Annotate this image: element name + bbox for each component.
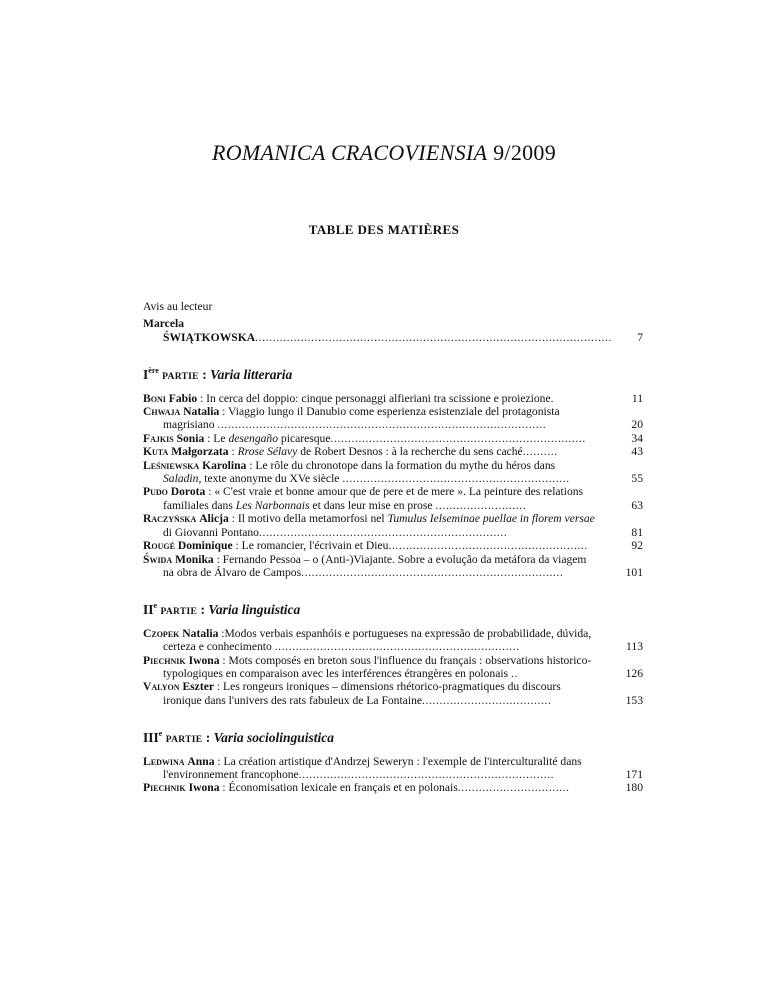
author-surname: Leśniewska bbox=[143, 458, 200, 472]
author-surname: Ledwina bbox=[143, 754, 185, 768]
toc-entry bbox=[143, 432, 643, 445]
dot-leader: ..................................... bbox=[422, 693, 552, 707]
author-surname: Rougé bbox=[143, 539, 175, 553]
author-surname: Kuta bbox=[143, 445, 169, 459]
article-title-end: , texte anonyme du XVe siècle bbox=[198, 472, 343, 486]
dot-leader: .......... bbox=[522, 445, 558, 459]
dot-leader: ......................................................................... bbox=[298, 767, 555, 781]
article-title: : Mots composés en breton sous l'influence du français : observations historico-typologiques en comparaison avec les interférences étrangères en polonais bbox=[163, 653, 592, 680]
dot-leader: .......................... bbox=[435, 498, 527, 512]
article-title: : Fernando Pessoa – o (Anti-)Viajante. Sobre a evolução da metáfora da viagem na obra de Álvaro de Campos bbox=[163, 552, 587, 579]
article-title-italic: Saladin bbox=[163, 472, 199, 486]
toc-part-2 bbox=[143, 599, 643, 707]
part-title: Varia litteraria bbox=[210, 367, 293, 383]
author-given-name: Sonia bbox=[176, 431, 205, 445]
toc-entry bbox=[143, 539, 643, 552]
author-given-name: Dorota bbox=[170, 485, 206, 499]
article-title: : Il motivo della metamorfosi nel bbox=[228, 512, 388, 526]
page-number: 126 bbox=[625, 666, 643, 680]
author-given-name: Fabio bbox=[168, 391, 198, 405]
toc-entry bbox=[143, 405, 643, 432]
page-number: 113 bbox=[626, 640, 643, 654]
article-title: : Économisation lexicale en français et en polonais bbox=[219, 781, 458, 795]
author-surname: Piechnik bbox=[143, 653, 186, 667]
table-of-contents bbox=[143, 300, 643, 795]
journal-title bbox=[0, 140, 768, 166]
article-title-end: de Robert Desnos : à la recherche du sens caché bbox=[297, 445, 523, 459]
page-number: 43 bbox=[631, 445, 643, 459]
part-ordinal: e bbox=[153, 601, 158, 611]
author-given-name: Natalia bbox=[182, 626, 219, 640]
article-title: : « C'est vraie et bonne amour que de pere et de mere ». La peinture des relations familiales dans bbox=[163, 485, 584, 512]
toc-part-1 bbox=[143, 364, 643, 579]
toc-entry bbox=[143, 654, 643, 681]
article-title-end: picaresque bbox=[278, 431, 331, 445]
page-number: 81 bbox=[631, 525, 643, 539]
article-title-italic: desengaño bbox=[228, 431, 279, 445]
author-surname: Fajkis bbox=[143, 431, 174, 445]
page-number: 11 bbox=[631, 391, 643, 405]
dot-leader: ................................................................. bbox=[342, 472, 570, 486]
toc-entry bbox=[143, 485, 643, 512]
page-number: 63 bbox=[631, 498, 643, 512]
page-number: 101 bbox=[625, 565, 643, 579]
dot-leader: ........................................................................... bbox=[301, 565, 564, 579]
part-number: III bbox=[143, 730, 159, 746]
dot-leader: . bbox=[550, 391, 555, 405]
dot-leader: .............................................................................................. bbox=[217, 418, 547, 432]
dot-leader: ...................................................................................................... bbox=[255, 330, 612, 344]
page-number: 20 bbox=[631, 418, 643, 432]
author-given-name: Natalia bbox=[183, 405, 220, 419]
author-given-name: Małgorzata bbox=[171, 445, 229, 459]
author-surname: Valyon bbox=[143, 680, 180, 694]
page-number: 7 bbox=[637, 330, 643, 344]
intro-author: Marcela ŚWIĄTKOWSKA bbox=[143, 317, 256, 344]
author-surname: Boni bbox=[143, 391, 166, 405]
article-title: : In cerca del doppio: cinque personaggi alfieriani tra scissione e proiezione bbox=[197, 391, 551, 405]
article-title: :Modos verbais espanhóis e portugueses na expressão de probabilidade, dúvida, certeza e conhecimento bbox=[163, 626, 592, 654]
author-given-name: Iwona bbox=[188, 781, 220, 795]
part-heading: IIIe PARTIE : Varia sociolinguistica bbox=[143, 729, 335, 746]
journal-name: ROMANICA CRACOVIENSIA bbox=[211, 140, 488, 165]
part-number: II bbox=[143, 602, 154, 618]
article-title: : Le bbox=[204, 431, 229, 445]
article-title-italic: Les Narbonnais bbox=[235, 498, 310, 512]
author-given-name: Iwona bbox=[188, 653, 220, 667]
toc-entry-intro bbox=[143, 317, 643, 344]
article-title-end: di Giovanni Pontano bbox=[163, 525, 259, 539]
author-given-name: Karolina bbox=[202, 458, 247, 472]
page-number: 34 bbox=[631, 431, 643, 445]
page-number: 153 bbox=[625, 693, 643, 707]
dot-leader: .. bbox=[511, 666, 518, 680]
part-label: PARTIE bbox=[165, 735, 203, 746]
dot-leader: ......................................................................... bbox=[330, 431, 586, 445]
article-title: : Viaggio lungo il Danubio come esperienza esistenziale del protagonista magrisiano bbox=[163, 405, 560, 432]
article-title-italic: Rrose Sélavy bbox=[237, 445, 298, 459]
author-surname: Czopek bbox=[143, 626, 180, 640]
article-title: : La création artistique d'Andrzej Seweryn : l'exemple de l'interculturalité dans l'environnement francophone bbox=[163, 754, 582, 781]
dot-leader: ......................................................... bbox=[388, 539, 588, 553]
part-title: Varia sociolinguistica bbox=[213, 730, 335, 746]
toc-entry bbox=[143, 392, 643, 405]
author-given-name: Eszter bbox=[182, 680, 214, 694]
author-surname: Piechnik bbox=[143, 781, 186, 795]
part-heading: IIe PARTIE : Varia linguistica bbox=[143, 601, 301, 618]
part-number: I bbox=[143, 367, 149, 383]
part-heading: Ière PARTIE : Varia litteraria bbox=[143, 366, 293, 383]
dot-leader: ...................................................................... bbox=[274, 640, 520, 654]
page-number: 92 bbox=[631, 539, 643, 553]
part-label: PARTIE bbox=[162, 372, 199, 383]
article-title: : Les rongeurs ironiques – dimensions rhétorico-pragmatiques du discours ironique dans l'univers des rats fabuleux de La Fontaine bbox=[163, 680, 561, 707]
dot-leader: ................................ bbox=[457, 781, 570, 795]
author-surname: Pudo bbox=[143, 485, 168, 499]
page-number: 171 bbox=[625, 767, 643, 781]
toc-entry bbox=[143, 680, 643, 707]
toc-entry bbox=[143, 459, 643, 486]
page-number: 55 bbox=[631, 472, 643, 486]
toc-entry bbox=[143, 755, 643, 782]
author-given-name: Anna bbox=[187, 754, 215, 768]
page-number: 180 bbox=[625, 781, 643, 795]
author-given-name: Monika bbox=[175, 552, 214, 566]
author-surname: Raczyńska bbox=[143, 512, 197, 526]
toc-entry bbox=[143, 627, 643, 654]
toc-entry bbox=[143, 553, 643, 580]
toc-entry bbox=[143, 445, 643, 458]
toc-entry bbox=[143, 781, 643, 794]
part-ordinal: e bbox=[158, 729, 163, 739]
dot-leader: ....................................................................... bbox=[258, 525, 508, 539]
article-title: : Le romancier, l'écrivain et Dieu bbox=[232, 539, 389, 553]
article-title: : bbox=[228, 445, 238, 459]
toc-entry bbox=[143, 512, 643, 539]
journal-issue: 9/2009 bbox=[493, 140, 557, 165]
author-surname: Świda bbox=[143, 552, 173, 566]
toc-part-3 bbox=[143, 727, 643, 795]
author-given-name: Alicja bbox=[199, 512, 229, 526]
article-title-end: et dans leur mise en prose bbox=[309, 498, 436, 512]
toc-heading: TABLE DES MATIÈRES bbox=[308, 222, 460, 237]
intro-label: Avis au lecteur bbox=[143, 300, 213, 313]
part-ordinal: ère bbox=[148, 366, 159, 376]
part-label: PARTIE bbox=[160, 607, 198, 618]
article-title: : Le rôle du chronotope dans la formation du mythe du héros dans bbox=[246, 458, 556, 472]
article-title-italic: Tumulus Ielseminae puellae in florem versae bbox=[387, 512, 595, 526]
author-surname: Chwaja bbox=[143, 405, 181, 419]
part-title: Varia linguistica bbox=[208, 602, 301, 618]
author-given-name: Dominique bbox=[177, 539, 233, 553]
